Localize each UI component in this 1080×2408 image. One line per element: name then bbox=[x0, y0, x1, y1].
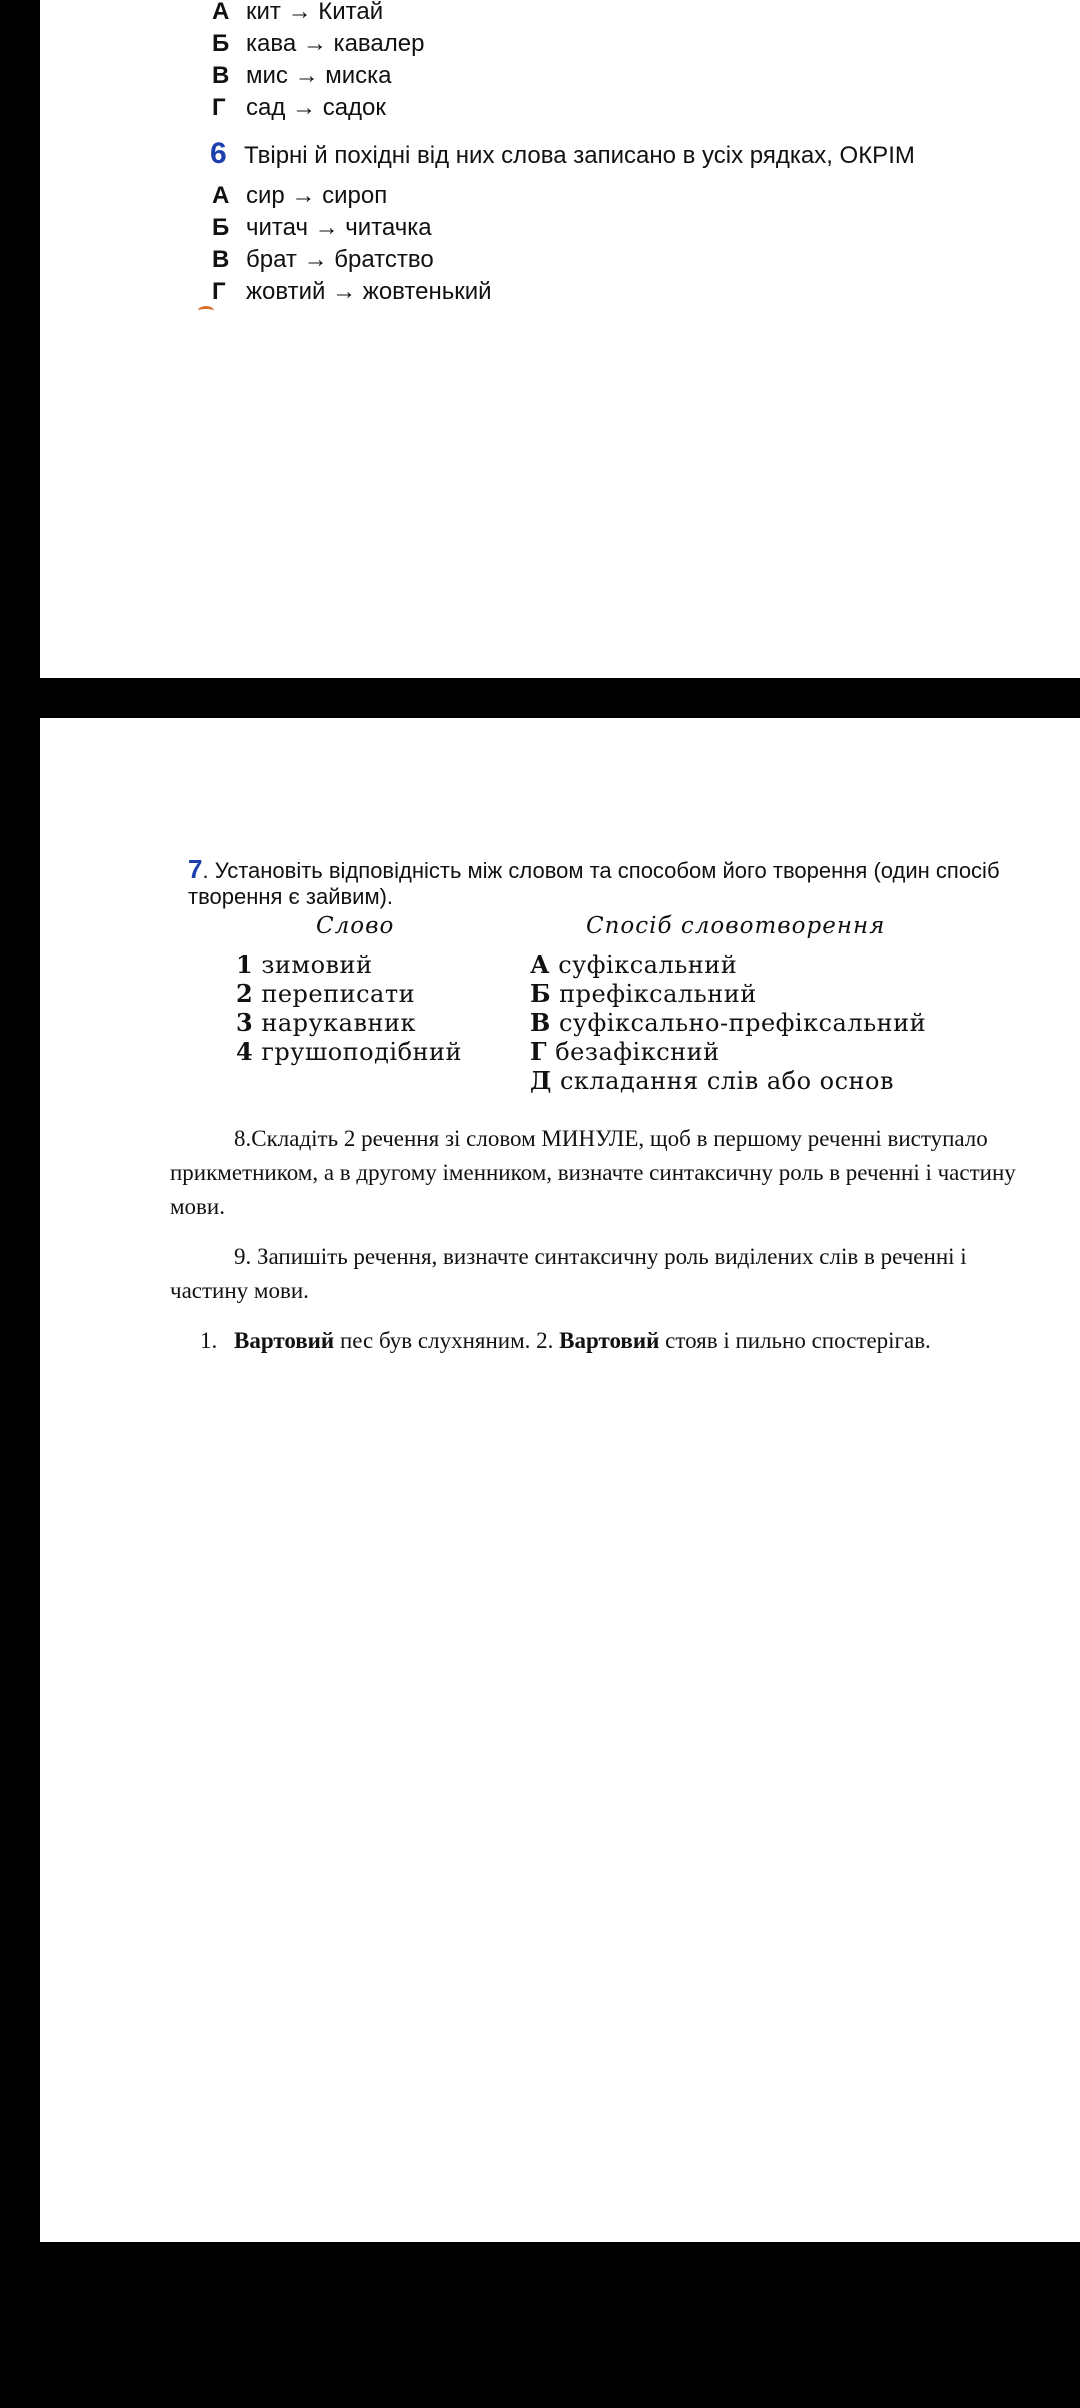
question-6-heading bbox=[210, 138, 915, 172]
list-item: 1. Вартовий пес був слухняним. 2. Вартовий стояв і пильно спостерігав. bbox=[200, 1328, 931, 1353]
method-row: В суфіксально-префіксальний bbox=[530, 1008, 927, 1037]
column-header-method: Спосіб словотворення bbox=[586, 913, 886, 939]
word-row: 3 нарукавник bbox=[236, 1008, 416, 1037]
page-2 bbox=[40, 718, 1080, 2242]
option-d-prev: Г сад → садок bbox=[212, 94, 386, 121]
method-row: Г безафіксний bbox=[530, 1037, 720, 1066]
option-c-prev: В мис → миска bbox=[212, 62, 392, 89]
q6-option-d: Г жовтий → жовтенький bbox=[212, 278, 492, 305]
question-9: 9. Запишіть речення, визначте синтаксичну роль виділених слів в реченні і частину мови. bbox=[170, 1244, 967, 1303]
method-row: Б префіксальний bbox=[530, 979, 757, 1008]
question-7-text: . Установіть відповідність між словом та способом його творення (один спосіб творення є зайвим). bbox=[188, 858, 1000, 909]
q6-option-c: В брат → братство bbox=[212, 246, 434, 273]
question-6-text: Твірні й похідні від них слова записано в усіх рядках, ОКРІМ bbox=[244, 142, 915, 169]
q6-option-a: А сир → сироп bbox=[212, 182, 388, 209]
page-1 bbox=[40, 0, 1080, 678]
handwritten-number: 7 bbox=[188, 854, 203, 884]
word-row: 1 зимовий bbox=[236, 950, 373, 979]
column-header-word: Слово bbox=[316, 913, 395, 939]
question-8: 8.Складіть 2 речення зі словом МИНУЛЕ, щоб в першому реченні виступало прикметником, а в другому іменником, визначте синтаксичну роль в реченні і частину мови. bbox=[170, 1126, 1016, 1219]
word-row: 2 переписати bbox=[236, 979, 416, 1008]
word-row: 4 грушоподібний bbox=[236, 1037, 462, 1066]
question-7-heading bbox=[188, 856, 1028, 910]
pen-mark bbox=[198, 306, 214, 315]
option-b-prev: Б кава → кавалер bbox=[212, 30, 425, 57]
q6-option-b: Б читач → читачка bbox=[212, 214, 432, 241]
method-row: Д складання слів або основ bbox=[530, 1066, 895, 1095]
method-row: А суфіксальний bbox=[530, 950, 738, 979]
option-a-prev: А кит → Китай bbox=[212, 0, 384, 25]
handwritten-number: 6 bbox=[210, 137, 227, 170]
